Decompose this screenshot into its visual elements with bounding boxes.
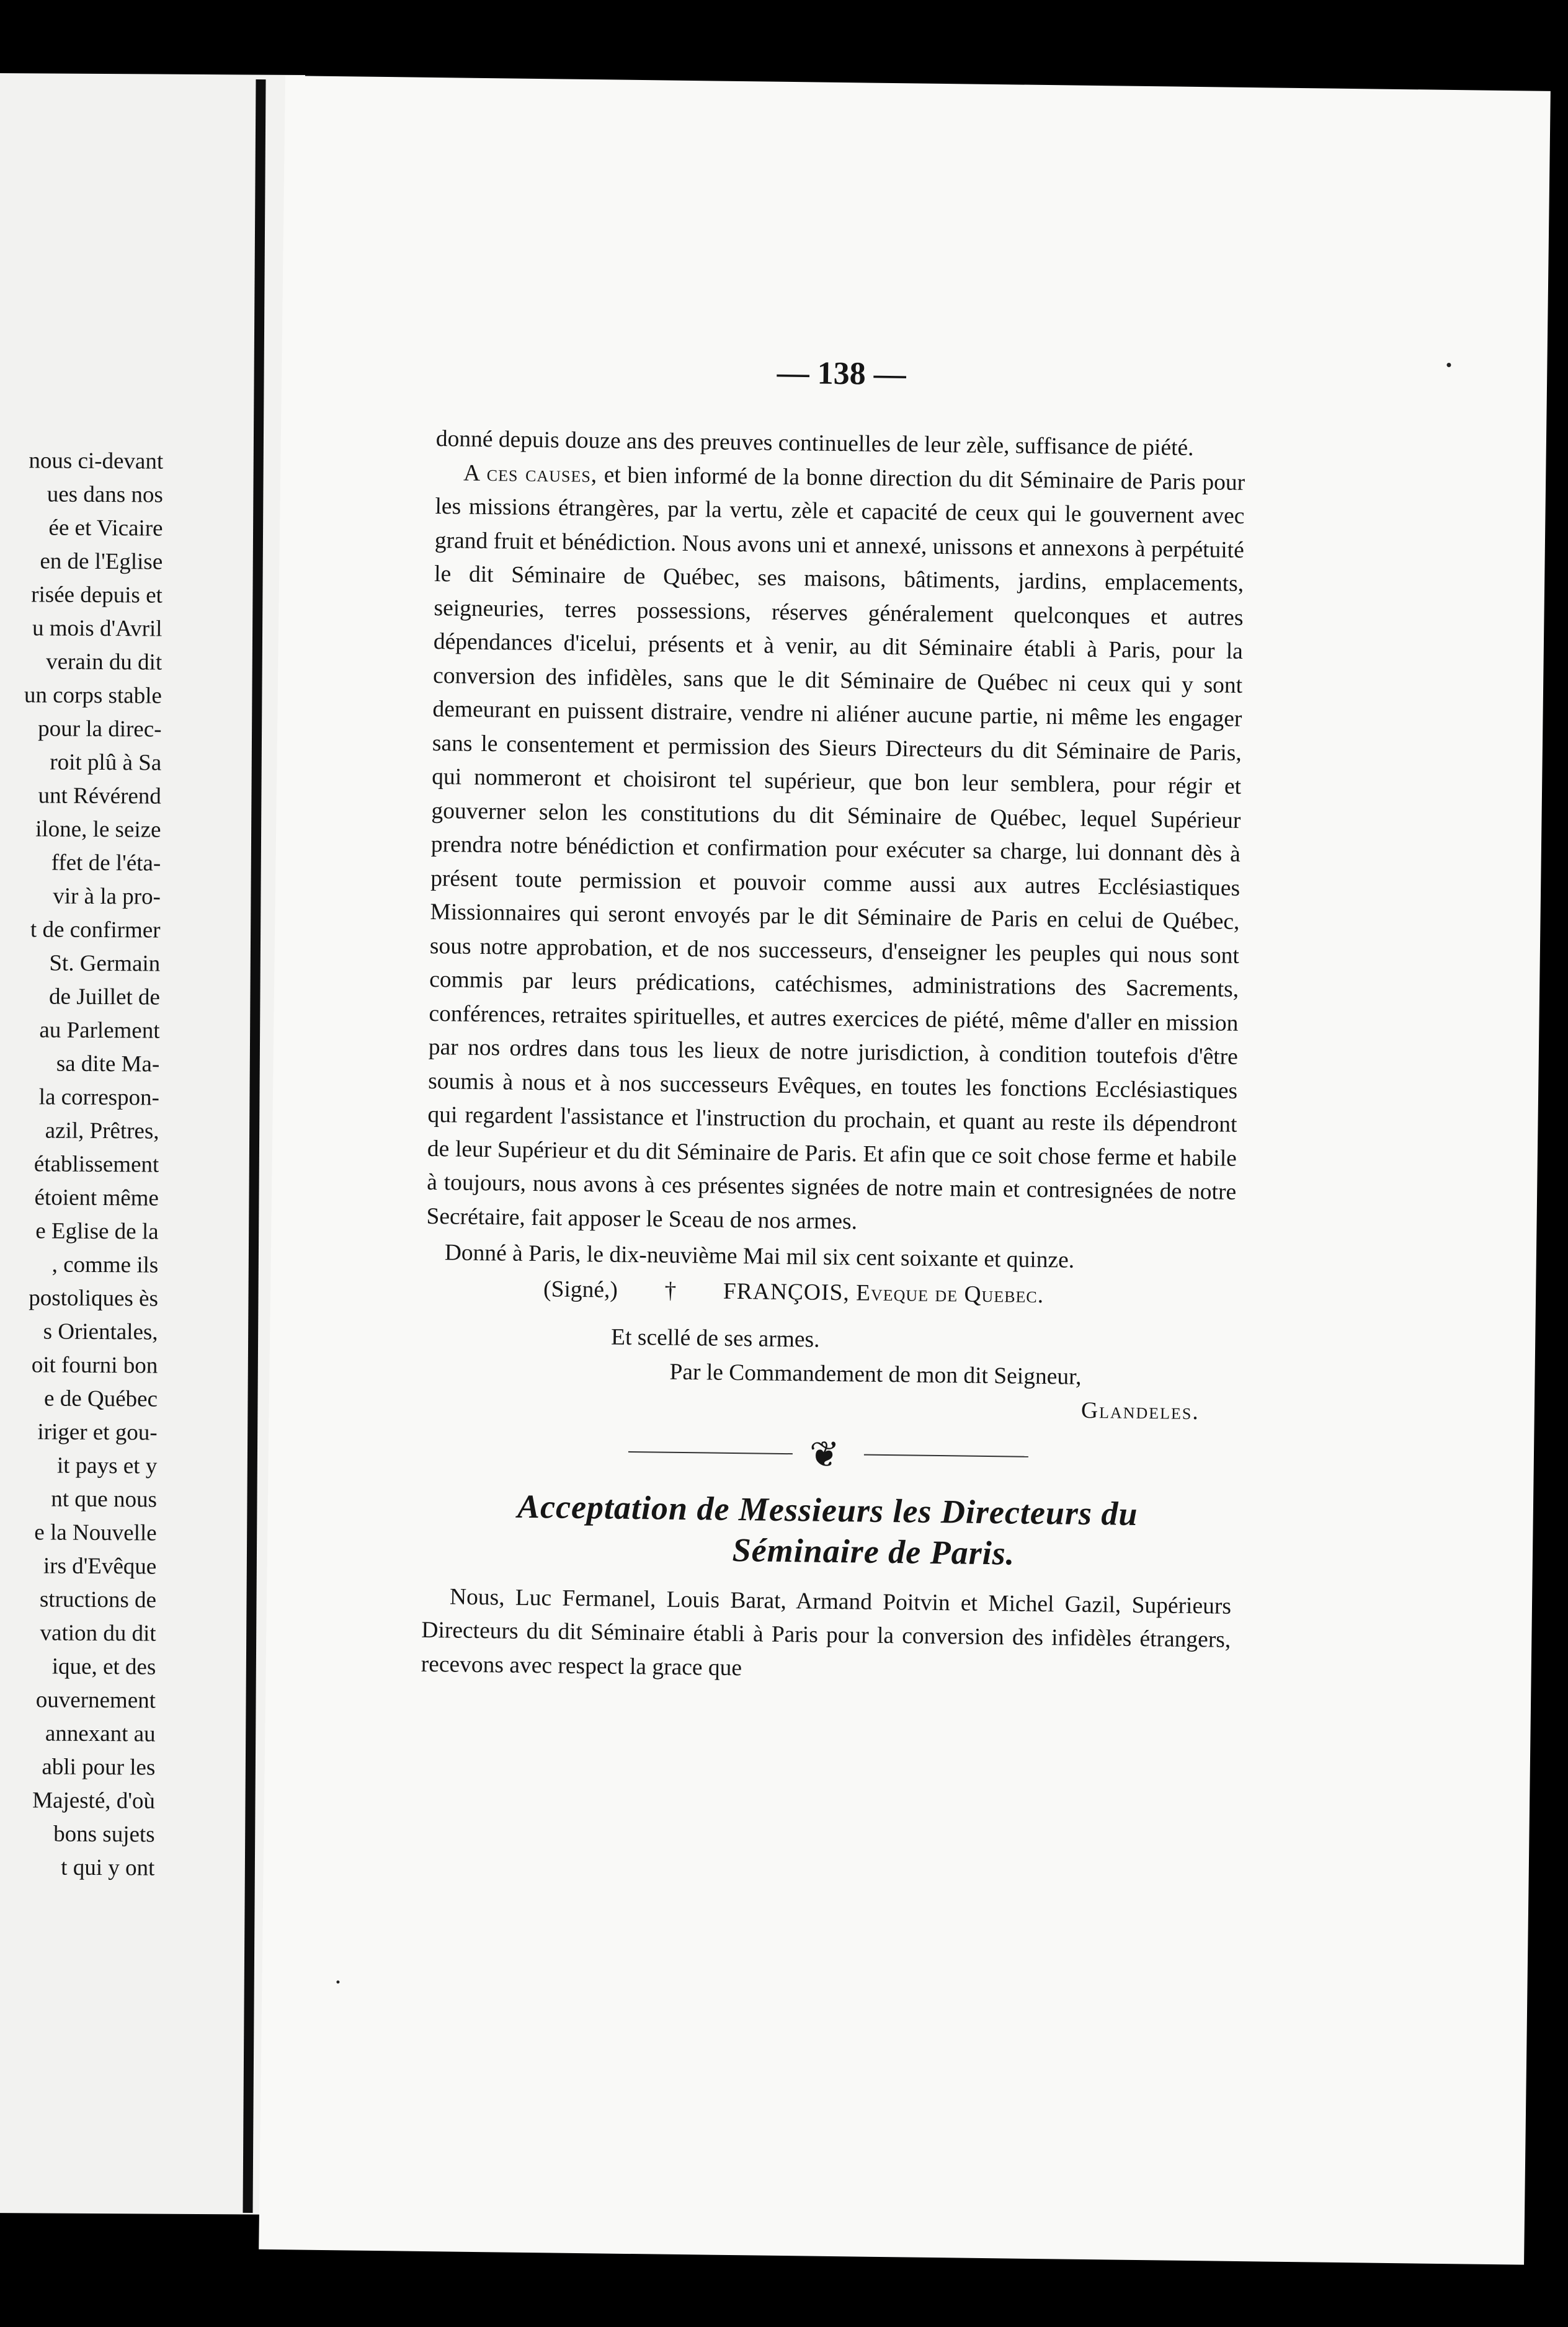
paragraph-decree xyxy=(426,456,1245,1244)
ornament-rule-left xyxy=(628,1451,793,1454)
decree-lead: A ces causes, xyxy=(463,460,598,487)
fleuron-icon: ❦ xyxy=(809,1433,840,1475)
paragraph-continuation: donné depuis douze ans des preuves continuelles de leur zèle, suffisance de piété. xyxy=(435,426,1194,461)
left-page-line: it pays et y xyxy=(56,1453,158,1479)
page-number: — 138 — xyxy=(777,355,907,393)
left-page-line: e Eglise de la xyxy=(35,1218,159,1245)
signatory-name: FRANÇOIS, Eveque de Quebec. xyxy=(723,1278,1045,1308)
left-page-line: ouvernement xyxy=(35,1687,156,1714)
left-page-line: étoient même xyxy=(34,1185,159,1211)
speck xyxy=(1446,363,1451,367)
left-page-line: iriger et gou- xyxy=(37,1419,158,1446)
left-page-line: nt que nous xyxy=(51,1486,158,1513)
left-page-line: au Parlement xyxy=(39,1017,160,1044)
left-page-line: en de l'Eglise xyxy=(40,548,163,575)
left-page-line: bons sujets xyxy=(53,1821,155,1848)
left-page-line: e la Nouvelle xyxy=(34,1519,157,1546)
left-page-line: u mois d'Avril xyxy=(32,615,163,642)
right-page xyxy=(259,76,1551,2265)
page-text-block xyxy=(421,350,1246,1691)
dated-line: Donné à Paris, le dix-neuvième Mai mil six cent soixante et quinze. xyxy=(444,1240,1075,1273)
left-page-line: e de Québec xyxy=(43,1386,158,1412)
left-page-line: ilone, le seize xyxy=(35,816,161,843)
ornament-divider xyxy=(424,1431,1234,1478)
decree-body: et bien informé de la bonne direction du dit Séminaire de Paris pour les missions étrangères, par la vertu, zèle et capacité de ceux qui le gouvernent avec grand fruit et bénédiction. Nous avons uni et annexé, unissons et annexons à perpétuité le dit Séminaire de Québec, ses maisons, bâtiments, jardins, emplacements, seigneuries, terres possessions, réserves généralement quelconques et autres dépendances d'icelui, présents et à venir, au dit Séminaire établi à Paris, pour la conversion des infidèles, sans que le dit Séminaire de Québec ni ceux qui y sont demeurant en puissent distraire, vendre ni aliéner aucune partie, ni même les engager sans le consentement et permission des Sieurs Directeurs du dit Séminaire de Paris, qui nommeront et choisiront tel supérieur, que bon leur semblera, pour régir et gouverner selon les constitutions du dit Séminaire de Québec, lequel Supérieur prendra notre bénédiction et confirmation pour exécuter sa charge, lui donnant dès à présent toute permission et pouvoir comme aussi aux autres Ecclésiastiques Missionnaires qui seront envoyés par le dit Séminaire de Paris en celui de Québec, sous notre approbation, et de nos successeurs, d'enseigner les peuples qui nous sont commis par leurs prédications, catéchismes, administrations des Sacrements, conférences, retraites spirituelles, et autres exercices de piété, même d'aller en mission par nos ordres dans tous les lieux de notre jurisdiction, à condition toutefois d'être soumis à nous et à nos successeurs Evêques, en toutes les fonctions Ecclésiastiques qui regardent l'assistance et l'instruction du prochain, et quant au reste ils dépendront de leur Supérieur et du dit Séminaire de Paris. Et afin que ce soit chose ferme et habile à toujours, nous avons à ces présentes signées de notre main et contresignées de notre Secrétaire, fait apposer le Sceau de nos armes. xyxy=(426,461,1245,1234)
heading-line-2: Séminaire de Paris. xyxy=(732,1531,1015,1572)
left-page-line: pour la direc- xyxy=(38,716,162,742)
left-page-line: postoliques ès xyxy=(29,1285,159,1312)
left-page-line: , comme ils xyxy=(51,1252,159,1278)
section-heading xyxy=(422,1484,1233,1576)
heading-line-1: Acceptation de Messieurs les Directeurs du xyxy=(517,1487,1138,1533)
left-page-line: oit fourni bon xyxy=(31,1352,158,1379)
speck xyxy=(336,1980,339,1983)
left-page-line: un corps stable xyxy=(24,682,162,709)
left-page-line: t de confirmer xyxy=(30,917,161,943)
left-page-line: risée depuis et xyxy=(31,582,163,608)
secretary-name: Glandeles. xyxy=(1080,1397,1200,1425)
left-page-line: abli pour les xyxy=(42,1754,156,1781)
command-line: Par le Commandement de mon dit Seigneur, xyxy=(669,1359,1082,1390)
paragraph-acceptance: Nous, Luc Fermanel, Louis Barat, Armand Poitvin et Michel Gazil, Supérieurs Directeurs du dit Séminaire établi à Paris pour la conversion des infidèles étrangers, recevons avec respect la grace que xyxy=(421,1583,1232,1681)
left-page-line: irs d'Evêque xyxy=(43,1553,157,1580)
left-page-line: roit plû à Sa xyxy=(50,749,162,776)
signed-label: (Signé,) xyxy=(543,1276,618,1303)
left-page-line: Majesté, d'où xyxy=(32,1787,156,1814)
left-page-line: de Juillet de xyxy=(48,984,161,1010)
left-page-line: ffet de l'éta- xyxy=(51,850,161,876)
ornament-rule-right xyxy=(864,1454,1028,1457)
left-page-line: sa dite Ma- xyxy=(56,1051,160,1077)
left-page-line: structions de xyxy=(39,1586,157,1613)
left-page-text xyxy=(0,443,163,1885)
left-page-line: vir à la pro- xyxy=(53,883,161,910)
left-page-line: azil, Prêtres, xyxy=(45,1118,159,1144)
cross-icon: † xyxy=(664,1278,677,1304)
seal-line: Et scellé de ses armes. xyxy=(610,1324,820,1353)
left-page-line: ues dans nos xyxy=(47,481,163,508)
left-page-line: la correspon- xyxy=(38,1084,160,1111)
left-page-line: verain du dit xyxy=(46,649,163,675)
left-page-line: ée et Vicaire xyxy=(48,515,163,541)
left-page-line: annexant au xyxy=(45,1720,156,1747)
left-page-line: St. Germain xyxy=(49,950,161,977)
left-page-line: ique, et des xyxy=(51,1653,156,1680)
left-page-line: unt Révérend xyxy=(38,783,162,809)
left-page-line: établissement xyxy=(33,1151,159,1178)
left-page-line: s Orientales, xyxy=(43,1319,158,1345)
left-page-line: t qui y ont xyxy=(61,1854,155,1881)
left-page-line: vation du dit xyxy=(40,1620,156,1647)
left-page-line: nous ci-devant xyxy=(29,448,164,474)
